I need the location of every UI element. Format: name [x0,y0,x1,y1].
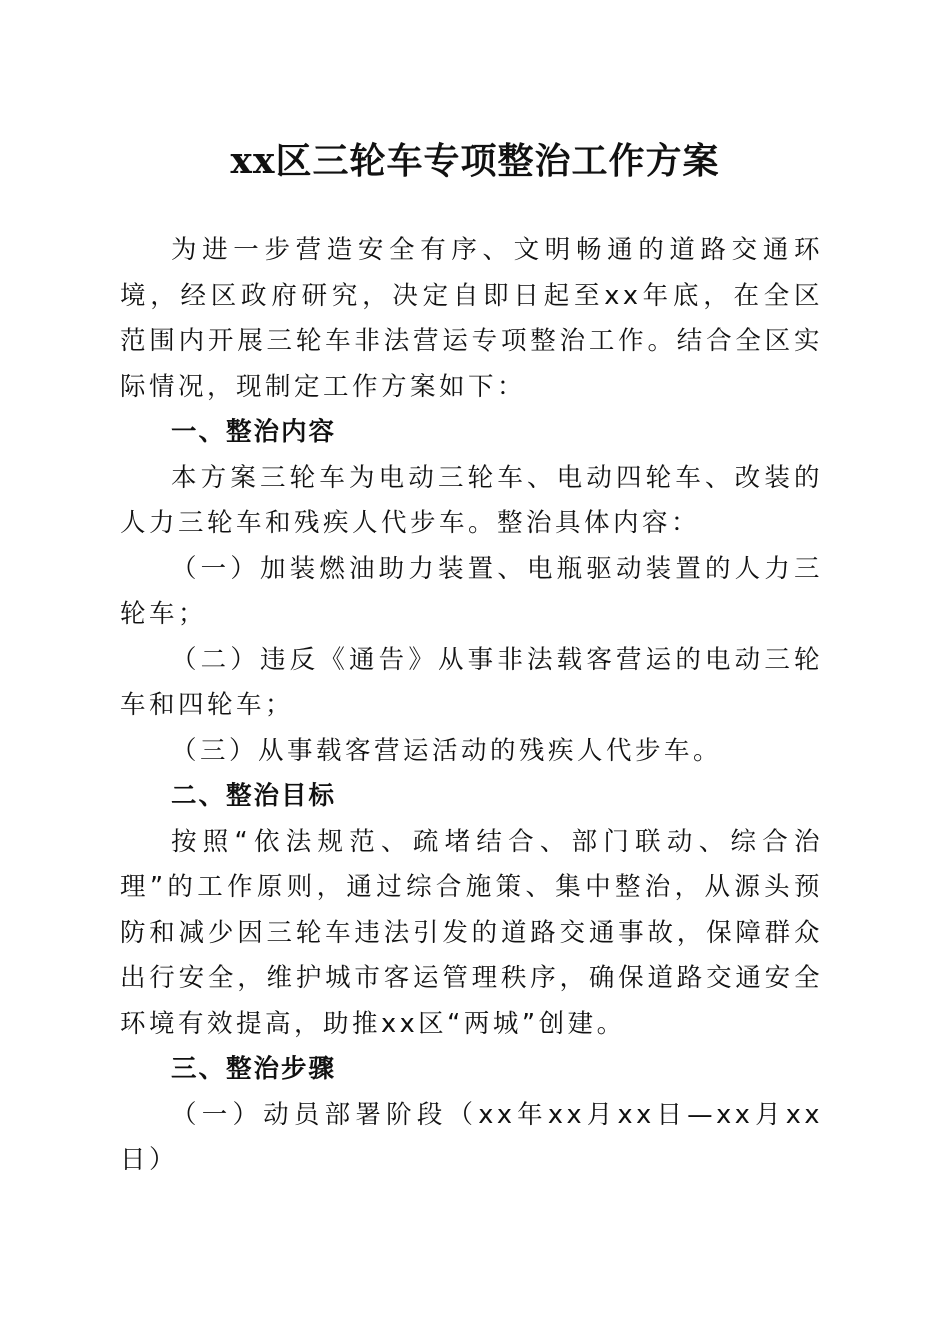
section-heading-content: 一、整治内容 [171,417,337,447]
document-body [120,228,823,1184]
steps-item-1: （一）动员部署阶段（xx年xx月xx日—xx月xx日） [120,1099,823,1175]
section-heading-steps: 三、整治步骤 [171,1054,337,1084]
section-heading-goal: 二、整治目标 [171,781,337,811]
document-title: xx区三轮车专项整治工作方案 [230,140,720,182]
content-item-3: （三）从事载客营运活动的残疾人代步车。 [171,735,723,766]
intro-paragraph: 为进一步营造安全有序、文明畅通的道路交通环境，经区政府研究，决定自即日起至xx年底，在全区范围内开展三轮车非法营运专项整治工作。结合全区实际情况，现制定工作方案如下： [120,235,823,402]
section-content-paragraph: 本方案三轮车为电动三轮车、电动四轮车、改装的人力三轮车和残疾人代步车。整治具体内容： [120,462,823,538]
content-item-2: （二）违反《通告》从事非法载客营运的电动三轮车和四轮车； [120,644,823,720]
section-goal-paragraph: 按照“依法规范、疏堵结合、部门联动、综合治理”的工作原则，通过综合施策、集中整治，从源头预防和减少因三轮车违法引发的道路交通事故，保障群众出行安全，维护城市客运管理秩序，确保道路交通安全环境有效提高，助推xx区“两城”创建。 [120,826,823,1039]
content-item-1: （一）加装燃油助力装置、电瓶驱动装置的人力三轮车； [120,553,823,629]
